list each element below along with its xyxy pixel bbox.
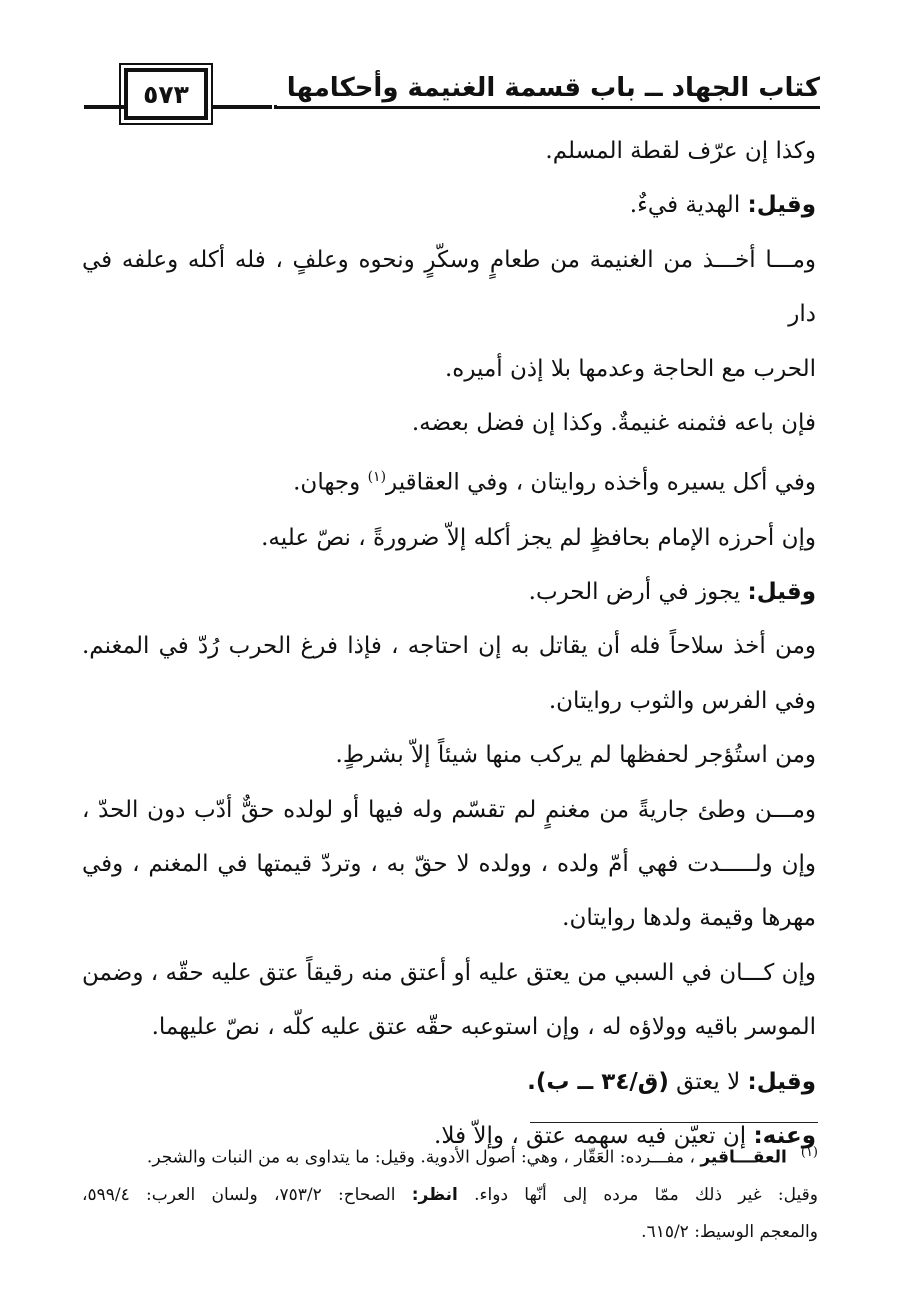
footnote-line: وقيل: غير ذلك ممّا مرده إلى أنّها دواء. انظر: الصحاح: ٧٥٣/٢، ولسان العرب: ٥٩٩/٤،: [82, 1184, 818, 1205]
text-line: وقيل: يجوز في أرض الحرب.: [528, 578, 816, 605]
footnote-line: $^{(١)}$العقـــاقير ، مفـــرده: العَقّار ، وهي: أصول الأدوية. وقيل: ما يتداوى به من النبات والشجر.: [146, 1145, 818, 1168]
text-line: ومـــا أخـــذ من الغنيمة من طعامٍ وسكّرٍ ونحوه وعلفٍ ، فله أكله وعلفه في دار: [82, 246, 816, 328]
footnote-line: والمعجم الوسيط: ٦١٥/٢.: [641, 1221, 818, 1242]
text-line: وفي أكل يسيره وأخذه روايتان ، وفي العقاقير$^{(١)}$ وجهان.: [293, 469, 816, 497]
page-header: [84, 62, 820, 122]
header-rule-right: [212, 105, 272, 109]
text-line: فإن باعه فثمنه غنيمةٌ. وكذا إن فضل بعضه.: [411, 410, 816, 437]
running-title: كتاب الجهاد ــ باب قسمة الغنيمة وأحكامها: [277, 70, 820, 106]
body-text: [82, 124, 816, 1163]
footnote-ref: (١): [367, 469, 387, 486]
text-line: وقيل: الهدية فيءٌ.: [629, 192, 816, 219]
text-line: ومن أخذ سلاحاً فله أن يقاتل به إن احتاجه ، فإذا فرغ الحرب رُدّ في المغنم.: [82, 633, 816, 660]
header-rule-left: [84, 105, 124, 109]
text-line: الموسر باقيه وولاؤه له ، وإن استوعبه حقّه عتق عليه كلّه ، نصّ عليهما.: [151, 1014, 816, 1041]
text-line: وكذا إن عرّف لقطة المسلم.: [545, 138, 816, 164]
text-line: الحرب مع الحاجة وعدمها بلا إذن أميره.: [445, 355, 816, 382]
text-line: ومن استُؤجر لحفظها لم يركب منها شيئاً إلاّ بشرطٍ.: [335, 742, 816, 769]
text-line: وعنه: إن تعيّن فيه سهمه عتق ، وإلاّ فلا.: [434, 1122, 816, 1149]
footnote-separator: [530, 1122, 818, 1123]
text-line: مهرها وقيمة ولدها روايتان.: [562, 905, 816, 932]
text-line: ومـــن وطئ جاريةً من مغنمٍ لم تقسّم وله فيها أو لولده حقٌّ أدّب دون الحدّ ،: [82, 796, 816, 823]
text-line: وقيل: لا يعتق (ق/٣٤ ــ ب).: [527, 1068, 816, 1095]
text-line: وفي الفرس والثوب روايتان.: [548, 687, 816, 714]
text-line: وإن ولـــــدت فهي أمّ ولده ، وولده لا حقّ به ، وتردّ قيمتها في المغنم ، وفي: [82, 850, 816, 877]
page-number-box: [124, 68, 208, 120]
text-line: وإن كـــان في السبي من يعتق عليه أو أعتق منه رقيقاً عتق عليه حقّه ، وضمن: [82, 959, 816, 986]
footnote-marker: (١): [800, 1145, 818, 1160]
page-number: ٥٧٣: [143, 79, 189, 109]
text-line: وإن أحرزه الإمام بحافظٍ لم يجز أكله إلاّ ضرورةً ، نصّ عليه.: [261, 524, 816, 551]
footnotes: [82, 1134, 818, 1251]
